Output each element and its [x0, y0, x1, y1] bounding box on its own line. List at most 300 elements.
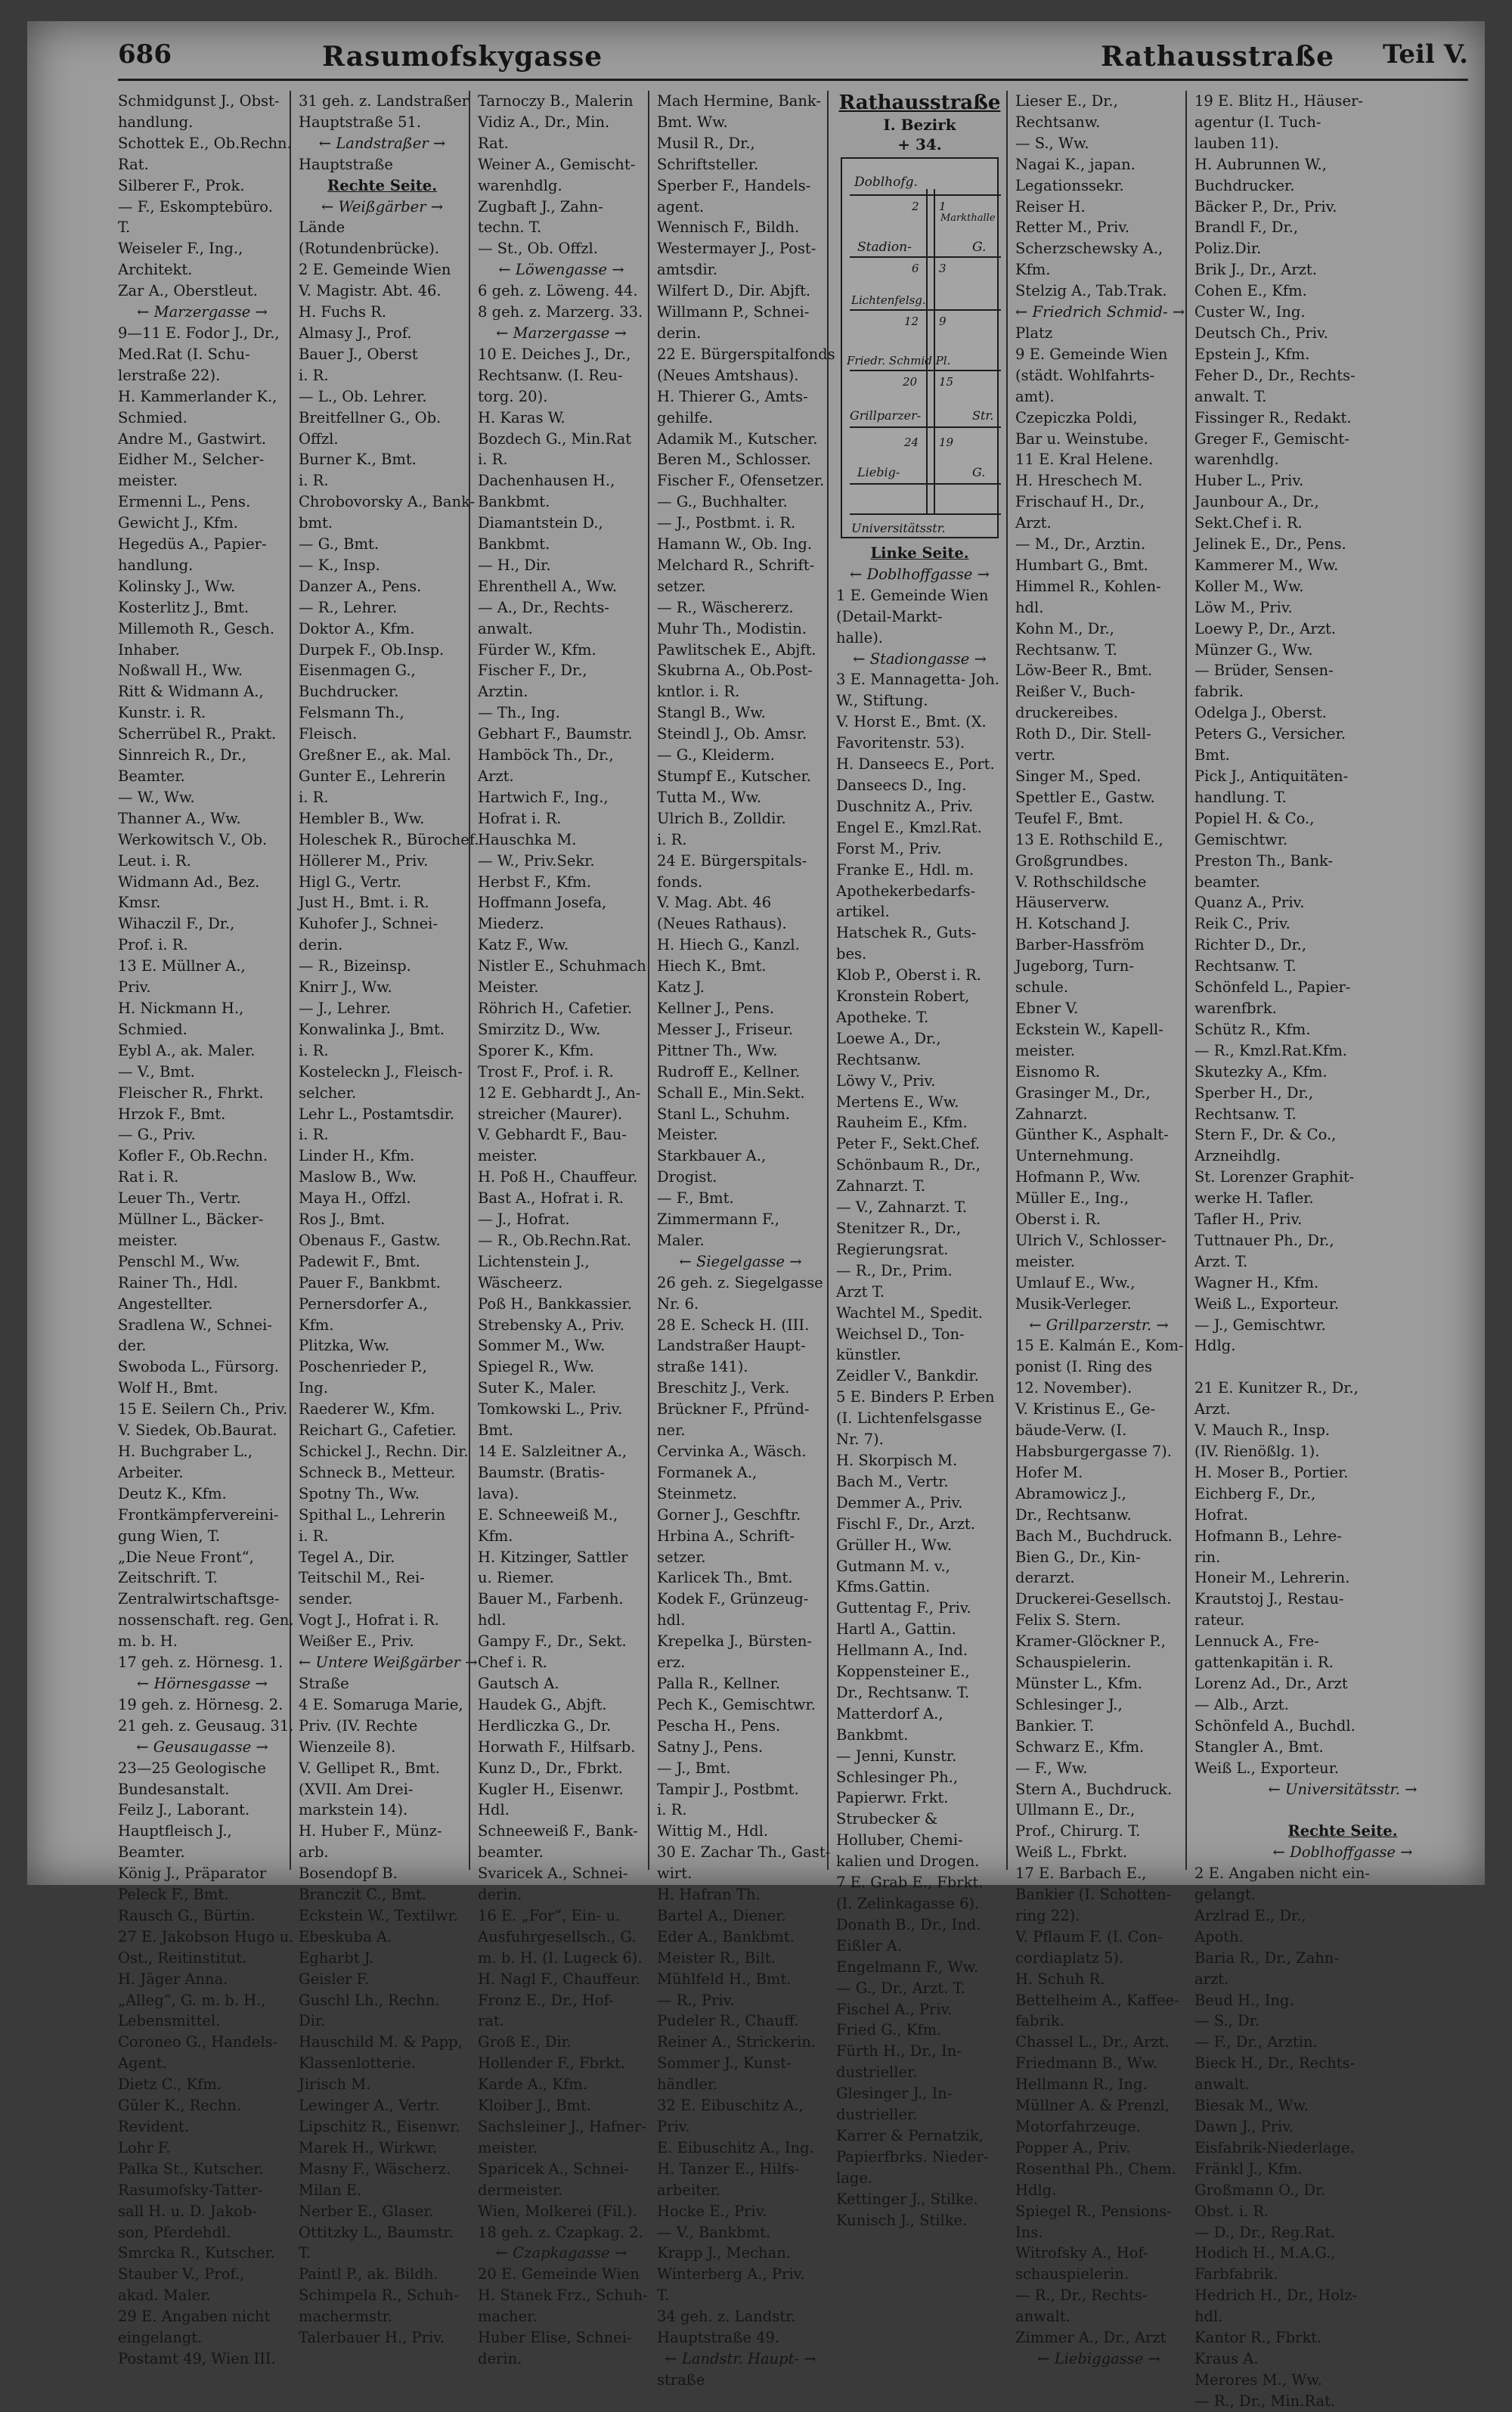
- directory-entry-line: Jelinek E., Dr., Pens.: [1194, 535, 1346, 553]
- directory-entry-line: Pawlitschek E., Abjft.: [657, 640, 816, 659]
- directory-entry-line: Herdliczka G., Dr.: [478, 1716, 612, 1735]
- directory-entry-line: Ost., Reitinstitut.: [118, 1949, 247, 1967]
- directory-entry-line: Almasy J., Prof.: [299, 324, 412, 342]
- directory-entry-line: Bieck H., Dr., Rechts-: [1194, 2054, 1356, 2073]
- directory-entry-line: Wachtel M., Spedit.: [836, 1304, 983, 1322]
- directory-entry-line: werke H. Tafler.: [1194, 1189, 1314, 1208]
- directory-entry-line: Starkbauer A.,: [657, 1147, 767, 1165]
- directory-entry-line: Schönbaum R., Dr.,: [836, 1156, 981, 1174]
- directory-entry-line: Landstraßer Haupt-: [657, 1337, 806, 1355]
- directory-entry-line: Lände: [299, 219, 345, 237]
- directory-entry-line: Ebner V.: [1015, 999, 1079, 1017]
- directory-entry-line: „Alleg“, G. m. b. H.,: [118, 1991, 266, 2009]
- directory-column: [648, 91, 835, 2389]
- directory-entry-line: — R., Bizeinsp.: [299, 957, 411, 975]
- directory-entry-line: Andre M., Gastwirt.: [118, 429, 267, 448]
- directory-entry-line: Papierfbrks. Nieder-: [836, 2147, 989, 2166]
- directory-entry-line: — J., Lehrer.: [299, 999, 391, 1017]
- directory-entry-line: Eisnomo R.: [1015, 1062, 1101, 1080]
- directory-entry-line: Bach M., Vertr.: [836, 1472, 949, 1490]
- directory-entry-line: Bettelheim A., Kaffee-: [1015, 1991, 1179, 2009]
- directory-entry-line: Hiech K., Bmt.: [657, 957, 767, 975]
- directory-entry-line: meister.: [118, 472, 178, 490]
- directory-entry-line: Kraus A.: [1194, 2349, 1259, 2367]
- directory-entry-line: Bankier (I. Schotten-: [1015, 1886, 1172, 1904]
- directory-entry-line: arb.: [299, 1843, 329, 1862]
- directory-entry-line: Favoritenstr. 53).: [836, 734, 965, 752]
- directory-entry-line: i. R.: [299, 366, 329, 384]
- directory-entry-line: Maya H., Offzl.: [299, 1189, 411, 1208]
- directory-entry-line: Roth D., Dir. Stell-: [1015, 725, 1151, 743]
- directory-entry-line: Breschitz J., Verk.: [657, 1379, 790, 1397]
- directory-entry-line: (Neues Amtshaus).: [657, 366, 799, 384]
- left-running-title: Rasumofskygasse: [322, 41, 603, 73]
- directory-entry-line: Apotheke. T.: [836, 1008, 929, 1026]
- directory-entry-line: cordiaplatz 5).: [1015, 1949, 1124, 1967]
- directory-entry-line: streicher (Maurer).: [478, 1105, 623, 1123]
- directory-entry-line: ponist (I. Ring des: [1015, 1358, 1152, 1376]
- directory-entry-line: Sekt.Chef i. R.: [1194, 514, 1303, 532]
- page-header: [118, 35, 1468, 81]
- directory-entry-line: Deutz K., Kfm.: [118, 1484, 227, 1502]
- directory-entry-line: Smirzitz D., Ww.: [478, 1020, 601, 1038]
- directory-entry-line: Peters G., Versicher.: [1194, 725, 1346, 743]
- directory-entry-line: H. Kotschand J.: [1015, 915, 1130, 933]
- directory-entry-line: Karrer & Pernatzik,: [836, 2126, 984, 2144]
- directory-entry-line: Hrzok F., Bmt.: [118, 1105, 226, 1123]
- directory-entry-line: Stauber V., Prof.,: [118, 2265, 245, 2283]
- directory-column: [290, 91, 479, 2347]
- map-house-number: 1: [939, 200, 947, 213]
- directory-entry-line: Eder A., Bankbmt.: [657, 1927, 795, 1945]
- directory-entry-line: Arzt.: [478, 767, 514, 785]
- directory-entry-line: Rausch G., Bürtin.: [118, 1906, 256, 1924]
- directory-entry-line: Reiser H.: [1015, 197, 1086, 215]
- directory-entry-line: Kosterlitz J., Bmt.: [118, 598, 249, 616]
- directory-entry-line: markstein 14).: [299, 1801, 408, 1819]
- directory-entry-line: Svaricek A., Schnei-: [478, 1865, 628, 1883]
- directory-entry-line: derin.: [478, 2349, 522, 2367]
- directory-entry-line: straße: [657, 2370, 705, 2389]
- directory-entry-line: Coroneo G., Handels-: [118, 2033, 278, 2051]
- district-subtitle: I. Bezirk: [883, 116, 956, 134]
- directory-entry-line: Motorfahrzeuge.: [1015, 2118, 1141, 2135]
- directory-entry-line: Schneeweiß F., Bank-: [478, 1822, 638, 1840]
- directory-entry-line: Werkowitsch V., Ob.: [118, 830, 268, 848]
- directory-entry-line: Just H., Bmt. i. R.: [299, 894, 429, 912]
- directory-entry-line: Swoboda L., Fürsorg.: [118, 1358, 280, 1376]
- directory-entry-line: Kronstein Robert,: [836, 987, 970, 1006]
- directory-entry-line: meister.: [118, 1231, 178, 1249]
- directory-entry-line: Stangler A., Bmt.: [1194, 1738, 1324, 1756]
- directory-entry-line: Bankbmt.: [478, 535, 550, 553]
- directory-entry-line: ring 22).: [1015, 1906, 1080, 1924]
- directory-entry-line: H. Nagl F., Chauffeur.: [478, 1970, 641, 1988]
- directory-entry-line: Engelmann F., Ww.: [836, 1958, 979, 1976]
- directory-entry-line: Hoffmann Josefa,: [478, 894, 607, 912]
- directory-entry-line: — H., Dir.: [478, 556, 551, 574]
- directory-entry-line: Egharbt J.: [299, 1949, 374, 1967]
- directory-entry-line: Sperber F., Handels-: [657, 176, 811, 194]
- directory-entry-line: Wihaczil F., Dr.,: [118, 915, 235, 933]
- directory-entry-line: Vogt J., Hofrat i. R.: [299, 1611, 439, 1629]
- directory-entry-line: Wilfert D., Dir. Abjft.: [657, 282, 811, 300]
- directory-entry-line: Wittig M., Hdl.: [657, 1822, 769, 1840]
- directory-entry-line: Hauschka M.: [478, 830, 577, 848]
- directory-entry-line: Chef i. R.: [478, 1654, 547, 1672]
- directory-entry-line: Katz J.: [657, 978, 705, 997]
- directory-entry-line: Kunisch J., Stilke.: [836, 2211, 968, 2229]
- map-street-name: Universitätsstr.: [851, 521, 946, 535]
- directory-entry-line: Löw M., Priv.: [1194, 598, 1293, 616]
- directory-entry-line: Noßwall H., Ww.: [118, 662, 243, 680]
- directory-entry-line: Fürth H., Dr., In-: [836, 2042, 962, 2060]
- directory-entry-line: Tomkowski L., Priv.: [478, 1400, 623, 1418]
- map-street-name: Markthalle: [940, 212, 996, 224]
- directory-entry-line: Frontkämpfervereini-: [118, 1505, 279, 1524]
- directory-entry-line: Hofmann B., Lehre-: [1194, 1527, 1342, 1545]
- directory-entry-line: Loewy P., Dr., Arzt.: [1194, 619, 1337, 637]
- directory-entry-line: Smrcka R., Kutscher.: [118, 2244, 275, 2262]
- directory-entry-line: Sporer K., Kfm.: [478, 1041, 594, 1059]
- directory-entry-line: Schickel J., Rechn. Dir.: [299, 1443, 469, 1460]
- directory-entry-line: E. Schneeweiß M.,: [478, 1505, 618, 1524]
- directory-entry-line: Schimpela R., Schuh-: [299, 2286, 459, 2305]
- directory-entry-line: Apothekerbedarfs-: [836, 882, 976, 900]
- directory-entry-line: Kfm.: [1015, 261, 1051, 279]
- directory-entry-line: — Brüder, Sensen-: [1194, 662, 1334, 680]
- directory-entry-line: Quanz A., Priv.: [1194, 894, 1305, 912]
- directory-entry-line: Wolf H., Bmt.: [118, 1379, 218, 1397]
- directory-entry-line: 12. November).: [1015, 1379, 1132, 1397]
- cross-street-label: ← Landstr. Haupt- →: [657, 2348, 824, 2370]
- directory-entry-line: Scherrübel R., Prakt.: [118, 725, 277, 743]
- directory-entry-line: Meister R., Bilt.: [657, 1949, 776, 1967]
- directory-entry-line: Miederz.: [478, 915, 544, 933]
- directory-entry-line: Duschnitz A., Priv.: [836, 797, 974, 815]
- directory-entry-line: Krautstoj J., Restau-: [1194, 1590, 1344, 1608]
- directory-entry-line: derin.: [657, 324, 702, 342]
- district-subtitle: + 34.: [897, 135, 942, 153]
- directory-entry-line: H. Skorpisch M.: [836, 1451, 958, 1469]
- directory-entry-line: Adamik M., Kutscher.: [657, 429, 818, 448]
- directory-entry-line: Löw-Beer R., Bmt.: [1015, 662, 1153, 680]
- directory-entry-line: Hodich H., M.A.G.,: [1194, 2244, 1336, 2262]
- directory-entry-line: Loewe A., Dr.,: [836, 1029, 941, 1047]
- directory-entry-line: Barber-Hassfröm: [1015, 936, 1145, 954]
- directory-entry-line: Tarnoczy B., Malerin: [478, 92, 634, 110]
- directory-entry-line: Inhaber.: [118, 640, 180, 659]
- directory-entry-line: rateur.: [1194, 1611, 1245, 1629]
- directory-entry-line: Thanner A., Ww.: [118, 809, 241, 827]
- directory-entry-line: Bankier. T.: [1015, 1716, 1095, 1735]
- directory-entry-line: Rechtsanw.: [1015, 113, 1101, 131]
- directory-entry-line: Maler.: [657, 1231, 705, 1249]
- directory-entry-line: V. Kristinus E., Ge-: [1015, 1400, 1156, 1418]
- directory-entry-line: Pauer F., Bankbmt.: [299, 1273, 441, 1291]
- directory-entry-line: der.: [118, 1337, 147, 1355]
- directory-entry-line: Schmidgunst J., Obst-: [118, 92, 280, 110]
- directory-column: [1006, 91, 1185, 2367]
- directory-entry-line: Münster L., Kfm.: [1015, 1674, 1143, 1692]
- directory-entry-line: Poß H., Bankkassier.: [478, 1294, 632, 1313]
- directory-column: [110, 91, 294, 2367]
- directory-entry-line: Brik J., Dr., Arzt.: [1194, 261, 1317, 279]
- directory-entry-line: — R., Lehrer.: [299, 598, 398, 616]
- directory-entry-line: Bar u. Weinstube.: [1015, 429, 1148, 448]
- directory-entry-line: ner.: [657, 1421, 686, 1440]
- map-street-name: Doblhofg.: [854, 175, 918, 190]
- directory-entry-line: Stanl L., Schuhm.: [657, 1105, 791, 1123]
- cross-street-label: ← Marzergasse →: [118, 302, 287, 323]
- directory-entry-line: Hauptstraße 51.: [299, 113, 422, 131]
- directory-entry-line: Kammerer M., Ww.: [1194, 556, 1339, 574]
- directory-entry-line: Burner K., Bmt.: [299, 451, 417, 469]
- directory-entry-line: Schauspielerin.: [1015, 1654, 1132, 1672]
- directory-entry-line: Koppensteiner E.,: [836, 1663, 970, 1681]
- directory-entry-line: Kfm.: [478, 1527, 513, 1545]
- directory-entry-line: Lennuck A., Fre-: [1194, 1632, 1319, 1651]
- directory-entry-line: Trost F., Prof. i. R.: [478, 1062, 614, 1080]
- directory-entry-line: H. Kitzinger, Sattler: [478, 1548, 628, 1566]
- directory-entry-line: Westermayer J., Post-: [657, 240, 816, 258]
- directory-entry-line: Müllner L., Bäcker-: [118, 1211, 264, 1229]
- directory-entry-line: Bmt.: [478, 1421, 513, 1440]
- directory-entry-line: Reik C., Priv.: [1194, 915, 1290, 933]
- directory-entry-line: Münzer G., Ww.: [1194, 640, 1313, 659]
- directory-entry-line: Müller E., Ing.,: [1015, 1189, 1129, 1208]
- directory-entry-line: Rainer Th., Hdl.: [118, 1273, 238, 1291]
- directory-entry-line: Odelga J., Oberst.: [1194, 704, 1327, 722]
- directory-entry-line: — R., Wäschererz.: [657, 598, 794, 616]
- directory-entry-line: Rechtsanw. T.: [1194, 1105, 1297, 1123]
- directory-entry-line: Talerbauer H., Priv.: [299, 2329, 445, 2347]
- map-street-name: G.: [972, 465, 986, 479]
- directory-entry-line: Schottek E., Ob.Rechn.: [118, 134, 292, 152]
- directory-entry-line: akad. Maler.: [118, 2286, 211, 2305]
- directory-entry-line: Baria R., Dr., Zahn-: [1194, 1949, 1339, 1967]
- directory-entry-line: Leut. i. R.: [118, 851, 191, 870]
- directory-entry-line: Hrbina A., Schrift-: [657, 1527, 795, 1545]
- directory-entry-line: Zeitschrift. T.: [118, 1569, 218, 1587]
- directory-entry-line: Danseecs D., Ing.: [836, 776, 967, 794]
- directory-entry-line: selcher.: [299, 1084, 357, 1102]
- directory-entry-line: fabrik.: [1015, 2012, 1064, 2030]
- directory-entry-line: torg. 20).: [478, 387, 548, 405]
- directory-entry-line: schule.: [1015, 978, 1069, 997]
- directory-entry-line: Gemischtwr.: [1194, 830, 1288, 848]
- directory-entry-line: 15 E. Seilern Ch., Priv.: [118, 1400, 288, 1418]
- directory-entry-line: Ehrenthell A., Ww.: [478, 577, 618, 595]
- directory-entry-line: — V., Zahnarzt. T.: [836, 1198, 968, 1217]
- directory-entry-line: Bmt. Ww.: [657, 113, 728, 131]
- directory-entry-line: Güler K., Rechn.: [118, 2097, 242, 2115]
- directory-entry-line: Ing.: [299, 1379, 328, 1397]
- directory-entry-line: lauben 11).: [1194, 134, 1279, 152]
- directory-entry-line: Geisler F.: [299, 1970, 370, 1988]
- directory-entry-line: H. Jäger Anna.: [118, 1970, 228, 1988]
- directory-entry-line: Schall E., Min.Sekt.: [657, 1084, 805, 1102]
- directory-entry-line: Kuhofer J., Schnei-: [299, 915, 438, 933]
- directory-entry-line: Skutezky A., Kfm.: [1194, 1062, 1328, 1080]
- cross-street-label: ← Universitätsstr. →: [1194, 1779, 1491, 1800]
- directory-entry-line: Kohn M., Dr.,: [1015, 619, 1114, 637]
- directory-entry-line: Plitzka, Ww.: [299, 1337, 390, 1355]
- directory-entry-line: Wäscheerz.: [478, 1273, 563, 1291]
- directory-entry-line: Eisfabrik-Niederlage.: [1194, 2138, 1355, 2156]
- directory-entry-line: 19 E. Blitz H., Häuser-: [1194, 92, 1364, 110]
- directory-entry-line: Krepelka J., Bürsten-: [657, 1632, 812, 1651]
- cross-street-label: ← Stadiongasse →: [836, 649, 1003, 670]
- directory-entry-line: 21 E. Kunitzer R., Dr.,: [1194, 1379, 1359, 1397]
- directory-entry-line: Hdl.: [478, 1801, 510, 1819]
- directory-entry-line: Reichart G., Cafetier.: [299, 1421, 457, 1440]
- directory-entry-line: Bien G., Dr., Kin-: [1015, 1548, 1141, 1566]
- directory-entry-line: Masny F., Wäscherz.: [299, 2159, 451, 2178]
- directory-entry-line: Hauschild M. & Papp,: [299, 2033, 463, 2051]
- directory-entry-line: Koller M., Ww.: [1194, 577, 1304, 595]
- directory-entry-line: Ins.: [1015, 2223, 1043, 2241]
- directory-entry-line: anwalt. T.: [1194, 387, 1267, 405]
- directory-entry-line: Pick J., Antiquitäten-: [1194, 767, 1349, 785]
- directory-entry-line: Zar A., Oberstleut.: [118, 282, 258, 300]
- directory-entry-line: Legationssekr.: [1015, 176, 1124, 194]
- directory-entry-line: sall H. u. D. Jakob-: [118, 2202, 258, 2220]
- directory-entry-line: Jirisch M.: [299, 2076, 371, 2094]
- directory-entry-line: Mertens E., Ww.: [836, 1093, 959, 1111]
- directory-entry-line: 7 E. Grab E., Fbrkt.: [836, 1874, 984, 1892]
- directory-entry-line: Lebensmittel.: [118, 2012, 221, 2030]
- directory-entry-line: Med.Rat (I. Schu-: [118, 345, 250, 363]
- cross-street-label: ← Siegelgasse →: [657, 1251, 824, 1273]
- directory-entry-line: 15 E. Kalmán E., Kom-: [1015, 1337, 1184, 1355]
- directory-entry-line: H. Moser B., Portier.: [1194, 1463, 1349, 1481]
- directory-entry-line: Custer W., Ing.: [1194, 303, 1306, 321]
- directory-entry-line: Frischauf H., Dr.,: [1015, 493, 1145, 511]
- directory-entry-line: Papierwr. Frkt.: [836, 1789, 949, 1807]
- directory-entry-line: i. R.: [299, 788, 329, 806]
- directory-entry-line: Zimmer A., Dr., Arzt: [1015, 2329, 1167, 2347]
- directory-entry-line: 31 geh. z. Landstraßer: [299, 92, 469, 110]
- directory-entry-line: Grasinger M., Dr.,: [1015, 1084, 1151, 1102]
- directory-entry-line: 20 E. Gemeinde Wien: [478, 2265, 640, 2283]
- directory-entry-line: H. Tanzer E., Hilfs-: [657, 2159, 800, 2178]
- directory-entry-line: Sommer J., Kunst-: [657, 2054, 792, 2073]
- directory-entry-line: Willmann P., Schnei-: [657, 303, 810, 321]
- directory-entry-line: [1194, 1356, 1491, 1378]
- map-street-name: Liebig-: [857, 465, 900, 479]
- directory-entry-line: 8 geh. z. Marzerg. 33.: [478, 303, 643, 321]
- directory-entry-line: H. Thierer G., Amts-: [657, 387, 808, 405]
- directory-entry-line: Baumstr. (Bratis-: [478, 1463, 605, 1481]
- directory-entry-line: meister.: [478, 1147, 538, 1165]
- directory-entry-line: Horwath F., Hilfsarb.: [478, 1738, 636, 1756]
- directory-entry-line: V. Mauch R., Insp.: [1194, 1421, 1331, 1440]
- directory-entry-line: Oberst i. R.: [1015, 1211, 1101, 1229]
- directory-entry-line: agent.: [657, 197, 705, 215]
- directory-entry-line: Eckstein W., Kapell-: [1015, 1020, 1163, 1038]
- directory-entry-line: schauspielerin.: [1015, 2265, 1129, 2283]
- cross-street-label: ← Grillparzerstr. →: [1015, 1315, 1182, 1336]
- directory-entry-line: Satny J., Pens.: [657, 1738, 764, 1756]
- directory-entry-line: Karlicek Th., Bmt.: [657, 1569, 793, 1587]
- directory-entry-line: Hellmann R., Ing.: [1015, 2076, 1148, 2094]
- directory-entry-line: Weiß L., Exporteur.: [1194, 1294, 1340, 1313]
- directory-entry-line: Palka St., Kutscher.: [118, 2159, 264, 2178]
- directory-entry-line: handlung. T.: [1194, 788, 1287, 806]
- directory-entry-line: techn. T.: [478, 219, 542, 237]
- directory-entry-line: Bach M., Buchdruck.: [1015, 1527, 1173, 1545]
- directory-entry-line: Guttentag F., Priv.: [836, 1599, 971, 1617]
- directory-entry-line: Wagner H., Kfm.: [1194, 1273, 1319, 1291]
- directory-entry-line: 19 geh. z. Hörnesg. 2.: [118, 1695, 284, 1713]
- directory-entry-line: Dir.: [299, 2012, 326, 2030]
- directory-entry-line: Biesak M., Ww.: [1194, 2097, 1309, 2115]
- directory-entry-line: i. R.: [299, 1041, 329, 1059]
- directory-entry-line: Melchard R., Schrift-: [657, 556, 815, 574]
- section-heading: Rechte Seite.: [327, 176, 437, 194]
- map-house-number: 12: [904, 315, 919, 328]
- directory-entry-line: Steindl J., Ob. Amsr.: [657, 725, 807, 743]
- directory-entry-line: Kofler F., Ob.Rechn.: [118, 1147, 268, 1165]
- directory-entry-line: Druckerei-Gesellsch.: [1015, 1590, 1172, 1608]
- directory-entry-line: H. Fuchs R.: [299, 303, 387, 321]
- directory-entry-line: Nerber E., Glaser.: [299, 2202, 434, 2220]
- directory-entry-line: Bankbmt.: [478, 493, 550, 511]
- directory-entry-line: Kugler H., Eisenwr.: [478, 1780, 624, 1798]
- directory-entry-line: Bosendopf B.: [299, 1865, 398, 1883]
- directory-entry-line: Glesinger J., In-: [836, 2085, 953, 2103]
- directory-entry-line: Poschenrieder P.,: [299, 1358, 427, 1376]
- directory-entry-line: Jugeborg, Turn-: [1015, 957, 1134, 975]
- directory-entry-line: Kmsr.: [118, 894, 161, 912]
- directory-entry-line: Schriftsteller.: [657, 155, 759, 173]
- directory-entry-line: — F., Bmt.: [657, 1189, 734, 1208]
- directory-entry-line: Zeidler V., Bankdir.: [836, 1367, 979, 1385]
- directory-entry-line: Fischl F., Dr., Arzt.: [836, 1514, 975, 1533]
- directory-entry-line: Franke E., Hdl. m.: [836, 860, 974, 879]
- directory-entry-line: Wennisch F., Bildh.: [657, 219, 800, 237]
- directory-entry-line: Tafler H., Priv.: [1194, 1211, 1303, 1229]
- directory-entry-line: Nr. 7).: [836, 1431, 884, 1449]
- directory-entry-line: Habsburgergasse 7).: [1015, 1443, 1172, 1460]
- directory-entry-line: Stangl B., Ww.: [657, 704, 766, 722]
- directory-entry-line: — V., Bmt.: [118, 1062, 195, 1080]
- directory-entry-line: Arzneihdlg.: [1194, 1147, 1281, 1165]
- directory-entry-line: 29 E. Angaben nicht: [118, 2308, 271, 2326]
- directory-entry-line: Rechtsanw. (I. Reu-: [478, 366, 623, 384]
- directory-entry-line: Chrobovorsky A., Bank-: [299, 493, 476, 511]
- cross-street-label: ← Czapkagasse →: [478, 2243, 645, 2264]
- directory-entry-line: — R., Kmzl.Rat.Kfm.: [1194, 1041, 1348, 1059]
- directory-entry-line: Stern F., Dr. & Co.,: [1194, 1126, 1337, 1144]
- directory-entry-line: Obst. i. R.: [1194, 2202, 1269, 2220]
- directory-entry-line: Gewicht J., Kfm.: [118, 514, 238, 532]
- directory-entry-line: anwalt.: [1015, 2308, 1070, 2326]
- directory-entry-line: H. Schuh R.: [1015, 1970, 1105, 1988]
- right-running-title: Rathausstraße: [1101, 41, 1335, 73]
- directory-entry-line: Gebhart F., Baumstr.: [478, 725, 633, 743]
- directory-entry-line: Kunz D., Dr., Fbrkt.: [478, 1759, 623, 1777]
- directory-entry-line: H. Poß H., Chauffeur.: [478, 1168, 638, 1186]
- directory-entry-line: Musik-Verleger.: [1015, 1294, 1132, 1313]
- directory-entry-line: rin.: [1194, 1548, 1221, 1566]
- directory-entry-line: T.: [118, 219, 131, 237]
- directory-entry-line: Meister.: [478, 978, 539, 997]
- directory-entry-line: Ebeskuba A.: [299, 1927, 392, 1945]
- directory-entry-line: Durpek F., Ob.Insp.: [299, 640, 445, 659]
- directory-entry-line: setzer.: [657, 577, 706, 595]
